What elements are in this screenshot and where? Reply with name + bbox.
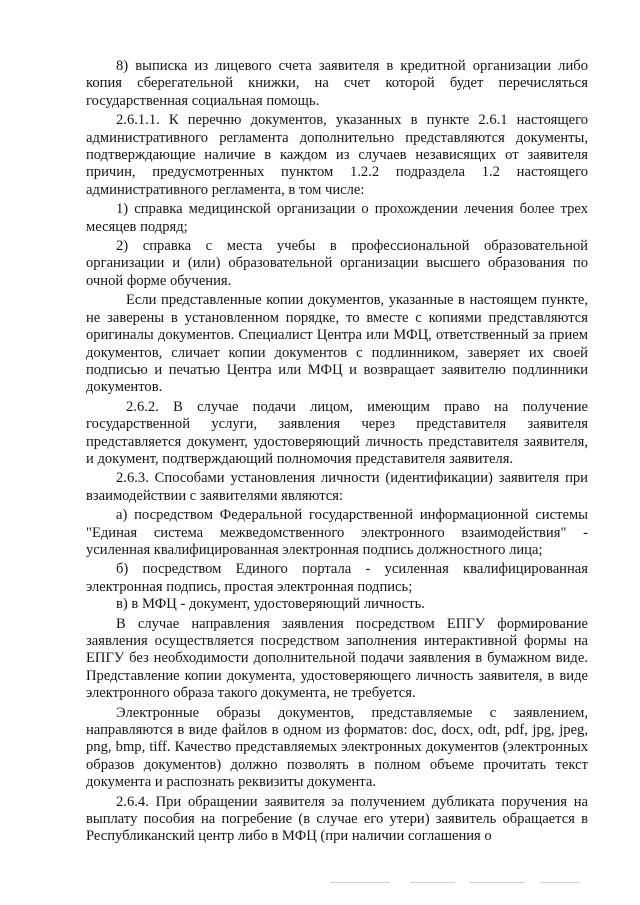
paragraph-2-6-2: 2.6.2. В случае подачи лицом, имеющим право на получение государственной услуги, заявления через представителя заявителя представляется документ, удостоверяющий личность представителя заявителя, и документ, подтверждающий полномочия представителя заявителя. [86,398,588,467]
paragraph-electronic-images: Электронные образы документов, представляемые с заявлением, направляются в виде файлов в одном из форматов: doc, docx, odt, pdf, jpg, jpeg, png, bmp, tiff. Качество представляемых электронных документов (электронных образов документов) должно позволять в полном объеме прочитать текст документа и распознать реквизиты документа. [86,704,588,791]
scan-artifact-line [330,882,390,883]
paragraph-item-a: а) посредством Федеральной государственной информационной системы "Единая система межведомственного электронного взаимодействия" - усиленная квалифицированная электронная подпись должностного лица; [86,507,588,558]
paragraph-2-6-1-1: 2.6.1.1. К перечню документов, указанных в пункте 2.6.1 настоящего административного регламента дополнительно представляются документы, подтверждающие наличие в каждом из случаев независящих от заявителя причин, предусмотренных пунктом 1.2.2 подраздела 1.2 настоящего административного регламента, в том числе: [86,112,588,198]
paragraph-item-v: в) в МФЦ - документ, удостоверяющий личность. [116,596,425,613]
paragraph-2-6-4: 2.6.4. При обращении заявителя за получением дубликата поручения на выплату пособия на погребение (в случае его утери) заявитель обращается в Республиканский центр либо в МФЦ (при наличии соглашения о [86,793,588,845]
paragraph-copies-note: Если представленные копии документов, указанные в настоящем пункте, не заверены в установленном порядке, то вместе с копиями представляются оригиналы документов. Специалист Центра или МФЦ, ответственный за прием документов, сличает копии документов с подлинником, заверяет их своей подписью и печатью Центра или МФЦ и возвращает заявителю подлинники документов. [86,292,588,396]
paragraph-list-item-2: 2) справка с места учебы в профессиональной образовательной организации и (или) образовательной организации высшего образования по очной форме обучения. [86,238,588,289]
scan-artifact-line [410,882,455,883]
document-body [86,58,588,846]
paragraph-list-item-1: 1) справка медицинской организации о прохождении лечения более трех месяцев подряд; [86,201,588,235]
paragraph-2-6-3: 2.6.3. Способами установления личности (идентификации) заявителя при взаимодействии с заявителями являются: [86,470,588,504]
paragraph-item-b: б) посредством Единого портала - усиленная квалифицированная электронная подпись, простая электронная подпись; [86,561,588,595]
paragraph-item-8: 8) выписка из лицевого счета заявителя в кредитной организации либо копия сберегательной книжки, на счет которой будет перечисляться государственная социальная помощь. [86,58,588,109]
scan-artifact-line [470,882,525,883]
paragraph-epgu: В случае направления заявления посредством ЕПГУ формирование заявления осуществляется посредством заполнения интерактивной формы на ЕПГУ без необходимости дополнительной подачи заявления в бумажном виде. Представление копии документа, удостоверяющего личность заявителя, в виде электронного образа такого документа, не требуется. [86,615,588,702]
scan-artifact-line [540,882,580,883]
